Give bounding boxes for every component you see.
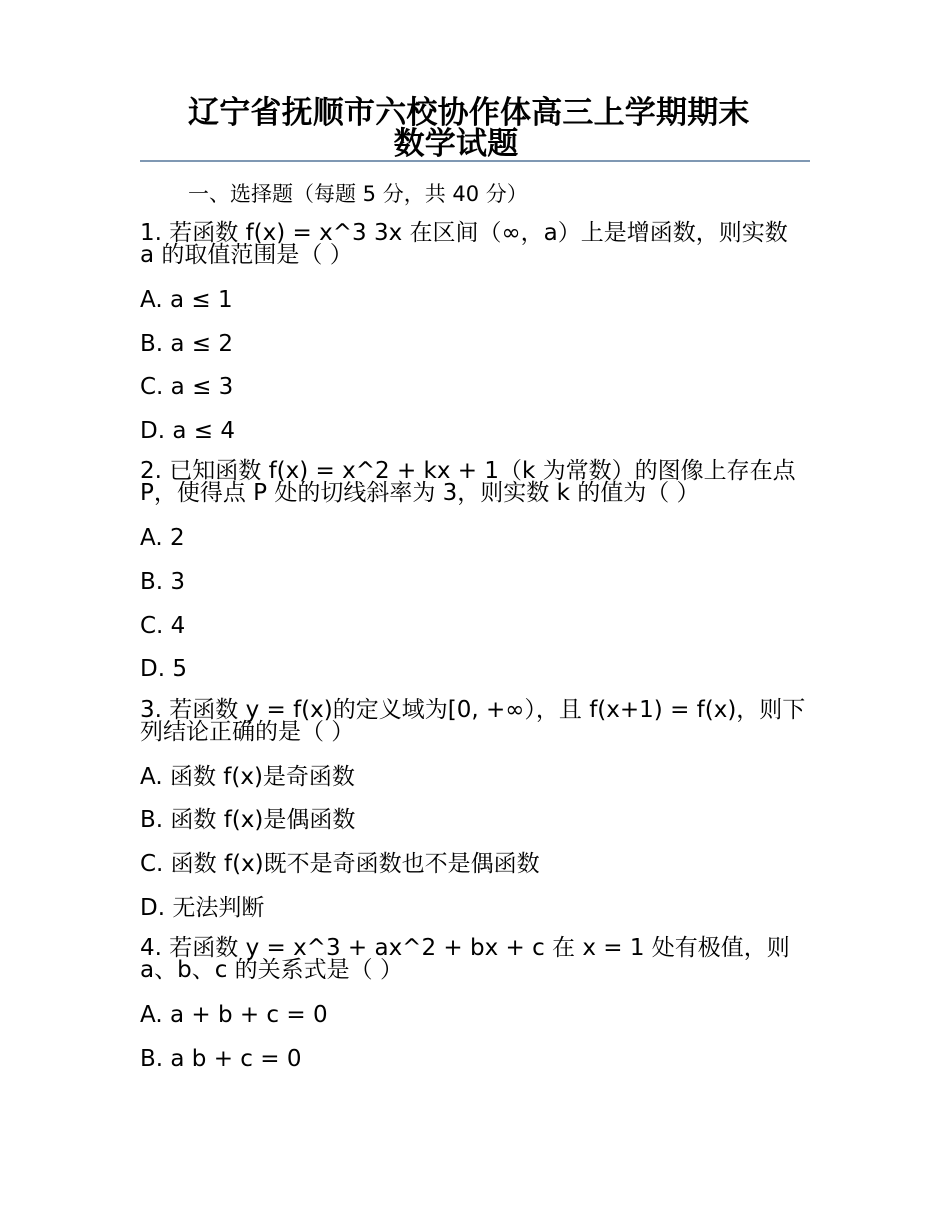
option-c: C. 4	[140, 612, 186, 639]
title-underline	[140, 160, 810, 162]
option-b: B. a b + c = 0	[140, 1045, 302, 1072]
option-a: A. 2	[140, 525, 185, 552]
question-block	[140, 460, 808, 683]
question-text: 2. 已知函数 f(x) = x^2 + kx + 1（k 为常数）的图像上存在点 P，使得点 P 处的切线斜率为 3，则实数 k 的值为（ ）	[140, 458, 796, 507]
question-text: 1. 若函数 f(x) = x^3 3x 在区间（∞，a）上是增函数，则实数 a 的取值范围是（ ）	[140, 220, 788, 268]
question-list	[140, 222, 808, 1088]
option-a: A. 函数 f(x)是奇函数	[140, 763, 355, 790]
title-line-1: 辽宁省抚顺市六校协作体高三上学期期末	[188, 95, 750, 131]
question-block	[140, 222, 808, 445]
option-c: C. a ≤ 3	[140, 374, 234, 401]
option-d: D. 5	[140, 656, 187, 683]
document-title	[188, 95, 810, 162]
question-block	[140, 696, 808, 922]
option-d: D. a ≤ 4	[140, 417, 235, 444]
option-b: B. a ≤ 2	[140, 330, 234, 357]
section-heading: 一、选择题（每题 5 分，共 40 分）	[188, 182, 528, 206]
question-block	[140, 937, 808, 1073]
option-a: A. a ≤ 1	[140, 287, 233, 313]
option-c: C. 函数 f(x)既不是奇函数也不是偶函数	[140, 850, 540, 877]
question-text: 4. 若函数 y = x^3 + ax^2 + bx + c 在 x = 1 处有极值，则 a、b、c 的关系式是（ ）	[140, 935, 790, 984]
option-b: B. 函数 f(x)是偶函数	[140, 807, 356, 834]
question-text: 3. 若函数 y = f(x)的定义域为[0, +∞），且 f(x+1) = f(x)，则下列结论正确的是（ ）	[140, 696, 806, 745]
option-b: B. 3	[140, 568, 186, 595]
option-d: D. 无法判断	[140, 894, 265, 921]
option-a: A. a + b + c = 0	[140, 1002, 328, 1029]
title-line-2: 数学试题	[393, 126, 519, 162]
